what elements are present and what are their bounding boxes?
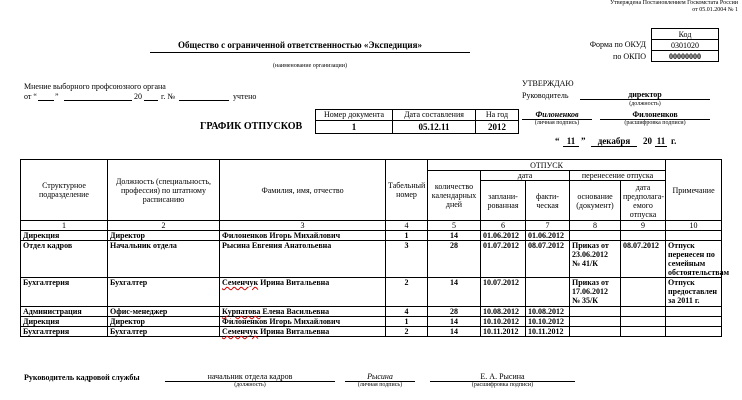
approve-title: УТВЕРЖДАЮ — [522, 79, 574, 88]
doc-date-label: Дата составления — [393, 110, 476, 121]
table-row — [21, 241, 722, 278]
cell-tab: 3 — [386, 241, 428, 278]
cell-name-surname: Курпатова — [222, 307, 261, 316]
cell-name: Филоненков Игорь Михайлович — [220, 231, 386, 241]
approve-signature: Филоненков — [522, 110, 592, 120]
header-planned: заплани-рованная — [481, 181, 526, 221]
cell-name: Рысина Евгения Анатольевна — [220, 241, 386, 278]
header-days: количество календарных дней — [428, 171, 481, 221]
approval-note — [518, 0, 738, 14]
header-tab: Табельный номер — [386, 160, 428, 221]
okud-label: Форма по ОКУД — [589, 40, 646, 49]
cell-tab: 4 — [386, 307, 428, 317]
cell-name — [220, 307, 386, 317]
okpo-value: 00000000 — [651, 50, 719, 62]
union-line2 — [24, 92, 274, 102]
header-actual: факти-ческая — [526, 181, 570, 221]
cell-name-given: Елена Васильевна — [260, 307, 330, 316]
footer-signature: Рысина — [345, 372, 415, 382]
cell-tab: 1 — [386, 317, 428, 327]
approval-note-line1: Утверждена Постановлением Госкомстата России — [610, 0, 738, 6]
okud-value: 0301020 — [651, 39, 719, 51]
header-basis: основание (документ) — [570, 181, 621, 221]
approve-position-caption: (должность) — [629, 101, 661, 107]
col-num: 8 — [570, 221, 621, 231]
footer-decoding-caption: (расшифровка подписи) — [471, 382, 534, 388]
union-from: от “ — [24, 92, 37, 101]
cell-days: 14 — [428, 278, 481, 307]
approve-decoding: Филоненков — [600, 110, 710, 120]
union-year-blank — [144, 100, 158, 101]
cell-note — [666, 307, 722, 317]
cell-note — [666, 317, 722, 327]
doc-year-label: На год — [476, 110, 519, 121]
header-position: Должность (специальность, профессия) по штатному расписанию — [108, 160, 220, 221]
cell-actual: 01.06.2012 — [526, 231, 570, 241]
vacation-table — [20, 159, 730, 337]
cell-expected — [621, 231, 666, 241]
cell-position: Бухгалтер — [108, 278, 220, 307]
doc-title: ГРАФИК ОТПУСКОВ — [200, 121, 303, 132]
col-num: 4 — [386, 221, 428, 231]
cell-days: 28 — [428, 241, 481, 278]
cell-planned: 10.11.2012 — [481, 327, 526, 337]
cell-tab: 2 — [386, 278, 428, 307]
approve-day: 11 — [563, 136, 579, 147]
union-day-blank — [38, 100, 54, 101]
doc-meta-table — [315, 109, 519, 134]
footer-position: начальник отдела кадров — [165, 372, 335, 382]
cell-days: 14 — [428, 327, 481, 337]
cell-basis: Приказ от 17.06.2012 № 35/К — [570, 278, 621, 307]
footer-signature-caption: (личная подпись) — [357, 382, 403, 388]
footer-decoding: Е. А. Рысина — [430, 372, 575, 382]
doc-num-label: Номер документа — [316, 110, 393, 121]
cell-dept: Дирекция — [21, 317, 108, 327]
cell-position: Бухгалтер — [108, 327, 220, 337]
cell-name: Филоненков Игорь Михайлович — [220, 317, 386, 327]
cell-basis — [570, 307, 621, 317]
cell-position: Офис-менеджер — [108, 307, 220, 317]
approve-month: декабря — [591, 136, 637, 147]
cell-days: 28 — [428, 307, 481, 317]
cell-actual: 08.07.2012 — [526, 241, 570, 278]
cell-basis — [570, 317, 621, 327]
col-num: 9 — [621, 221, 666, 231]
col-num: 6 — [481, 221, 526, 231]
cell-dept: Бухгалтерия — [21, 278, 108, 307]
cell-position: Начальник отдела — [108, 241, 220, 278]
approval-note-line2: от 05.01.2004 № 1 — [692, 7, 738, 13]
cell-name — [220, 327, 386, 337]
cell-actual: 10.10.2012 — [526, 317, 570, 327]
cell-name-given: Ирина Витальевна — [258, 278, 330, 287]
cell-dept: Отдел кадров — [21, 241, 108, 278]
union-considered: учтено — [233, 92, 257, 101]
doc-year: 2012 — [476, 121, 519, 134]
union-quote-close: ” — [55, 92, 59, 101]
table-row — [21, 278, 722, 307]
cell-expected — [621, 327, 666, 337]
union-num-blank — [179, 100, 229, 101]
cell-expected — [621, 307, 666, 317]
cell-days: 14 — [428, 231, 481, 241]
cell-planned: 10.08.2012 — [481, 307, 526, 317]
cell-dept: Дирекция — [21, 231, 108, 241]
cell-name-surname: Семенчук — [222, 327, 259, 336]
header-name: Фамилия, имя, отчество — [220, 160, 386, 221]
approve-year: 11 — [656, 136, 666, 146]
org-caption: (наименование организации) — [273, 63, 347, 69]
footer-position-caption: (должность) — [234, 382, 266, 388]
cell-dept: Администрация — [21, 307, 108, 317]
cell-planned: 10.10.2012 — [481, 317, 526, 327]
cell-note — [666, 231, 722, 241]
header-dept: Структурное подразделение — [21, 160, 108, 221]
cell-planned: 01.07.2012 — [481, 241, 526, 278]
cell-basis — [570, 231, 621, 241]
cell-name — [220, 278, 386, 307]
cell-basis — [570, 327, 621, 337]
cell-actual — [526, 278, 570, 307]
approve-date-open: “ — [555, 136, 560, 146]
header-note: Примечание — [666, 160, 722, 221]
doc-num: 1 — [316, 121, 393, 134]
header-expected: дата предполага-емого отпуска — [621, 181, 666, 221]
approve-year-prefix: 20 — [643, 136, 652, 146]
table-row — [21, 231, 722, 241]
cell-expected: 08.07.2012 — [621, 241, 666, 278]
union-line1: Мнение выборного профсоюзного органа — [24, 82, 166, 91]
approve-decoding-caption: (расшифровка подписи) — [624, 120, 686, 126]
union-month-blank — [64, 100, 132, 101]
approve-position: директор — [580, 90, 710, 100]
approve-date — [555, 136, 695, 148]
cell-tab: 1 — [386, 231, 428, 241]
cell-dept: Бухгалтерия — [21, 327, 108, 337]
col-num: 5 — [428, 221, 481, 231]
footer-label: Руководитель кадровой службы — [24, 373, 140, 382]
table-row — [21, 307, 722, 317]
table-row — [21, 327, 722, 337]
cell-name-given: Ирина Витальевна — [258, 327, 330, 336]
col-num: 2 — [108, 221, 220, 231]
cell-position: Директор — [108, 231, 220, 241]
approve-head-label: Руководитель — [522, 91, 569, 100]
approve-year-suffix: г. — [671, 136, 677, 146]
header-transfer: перенесение отпуска — [570, 171, 666, 181]
code-header: Код — [651, 28, 719, 40]
cell-expected — [621, 278, 666, 307]
cell-basis: Приказ от 23.06.2012 № 41/К — [570, 241, 621, 278]
cell-position: Директор — [108, 317, 220, 327]
cell-expected — [621, 317, 666, 327]
col-num: 3 — [220, 221, 386, 231]
cell-actual: 10.11.2012 — [526, 327, 570, 337]
okpo-label: по ОКПО — [613, 52, 646, 61]
doc-date: 05.12.11 — [393, 121, 476, 134]
table-row — [21, 317, 722, 327]
approve-signature-caption: (личная подпись) — [534, 120, 580, 126]
header-vacation: ОТПУСК — [428, 160, 666, 171]
cell-planned: 10.07.2012 — [481, 278, 526, 307]
col-num: 1 — [21, 221, 108, 231]
col-num: 7 — [526, 221, 570, 231]
header-date: дата — [481, 171, 570, 181]
col-num: 10 — [666, 221, 722, 231]
cell-note — [666, 327, 722, 337]
cell-tab: 2 — [386, 327, 428, 337]
cell-actual: 10.08.2012 — [526, 307, 570, 317]
cell-note: Отпуск перенесен по семейным обстоятельствам — [666, 241, 722, 278]
org-underline — [150, 52, 470, 53]
cell-note: Отпуск предоставлен за 2011 г. — [666, 278, 722, 307]
cell-planned: 01.06.2012 — [481, 231, 526, 241]
union-year-suffix: г. № — [161, 92, 176, 101]
approve-date-close: ” — [581, 136, 586, 146]
cell-name-surname: Семенчук — [222, 278, 259, 287]
union-year-prefix: 20 — [134, 92, 142, 101]
org-name: Общество с ограниченной ответственностью «Экспедиция» — [178, 40, 422, 50]
cell-days: 14 — [428, 317, 481, 327]
